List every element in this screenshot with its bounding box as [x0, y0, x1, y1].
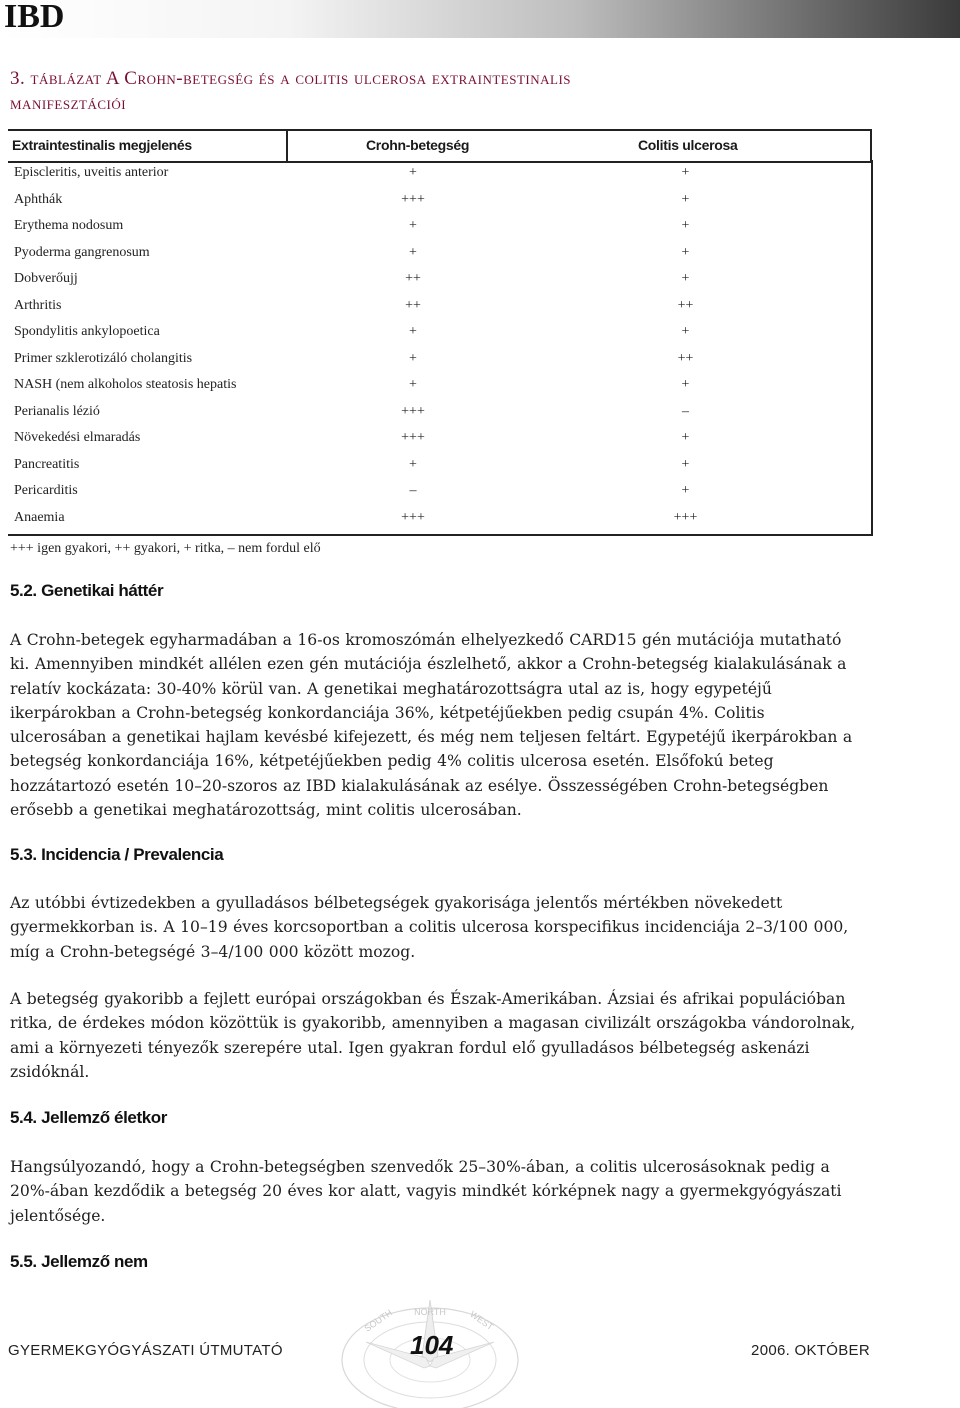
header-bar: [0, 0, 960, 38]
brand-title: IBD: [4, 0, 65, 35]
paragraph-age: Hangsúlyozandó, hogy a Crohn-betegségben szenvedők 25–30%-ában, a colitis ulcerosásoknak pedig a 20%-ában kezdődik a betegség 20 éves kor alatt, vagyis mindkét kórképnek nagy a gyermekgyógyászati jelentősége.: [10, 1158, 842, 1225]
row-name: Pancreatitis: [14, 456, 80, 472]
table-row: [8, 399, 871, 426]
column-header-crohn: Crohn-betegség: [366, 137, 470, 153]
footer-date: 2006. OKTÓBER: [751, 1342, 870, 1359]
row-colitis-value: +: [681, 218, 690, 233]
section-heading-sex: 5.5. Jellemző nem: [10, 1252, 148, 1271]
paragraph-incidence-2: A betegség gyakoribb a fejlett európai országokban és Észak-Amerikában. Ázsiai és afrikai populációban ritka, de érdekes módon közöttük is gyakoribb, amennyiben a magasan civilizált országokba vándorolnak, ami a környezeti tényezők szerepére utal. Igen gyakran fordul elő gyulladásos bélbetegség askenázi zsidóknál.: [10, 990, 856, 1081]
section-heading-genetics: 5.2. Genetikai háttér: [10, 581, 164, 600]
table-row: [8, 452, 871, 479]
row-colitis-value: +: [681, 271, 690, 286]
row-crohn-value: +: [409, 350, 417, 366]
row-name: Spondylitis ankylopoetica: [14, 324, 160, 339]
page-number: 104: [410, 1330, 454, 1360]
table-row: [8, 240, 871, 267]
table-legend: +++ igen gyakori, ++ gyakori, + ritka, – nem fordul elő: [10, 541, 321, 556]
compass-label-west: WEST: [468, 1308, 496, 1333]
row-name: Anaemia: [14, 509, 65, 525]
section-heading-incidence: 5.3. Incidencia / Prevalencia: [10, 845, 224, 864]
table-row: [8, 319, 871, 346]
row-name: Perianalis lézió: [14, 403, 100, 419]
table-row: [8, 346, 871, 373]
section-heading-age: 5.4. Jellemző életkor: [10, 1108, 167, 1127]
row-colitis-value: ++: [677, 297, 694, 313]
row-crohn-value: +: [409, 165, 417, 180]
table-row: [8, 478, 871, 505]
row-colitis-value: +: [681, 456, 690, 472]
row-name: Pericarditis: [14, 483, 78, 498]
row-crohn-value: +: [409, 218, 417, 233]
table-title: [10, 66, 910, 116]
row-crohn-value: –: [409, 483, 417, 498]
row-colitis-value: +: [681, 483, 690, 498]
table-body: [8, 160, 873, 536]
row-crohn-value: +: [409, 456, 417, 472]
compass-label-north: NORTH: [414, 1307, 446, 1317]
row-crohn-value: +++: [401, 509, 425, 525]
column-header-manifestation: Extraintestinalis megjelenés: [12, 137, 192, 153]
row-crohn-value: +++: [401, 403, 425, 419]
column-divider: [286, 131, 288, 161]
row-colitis-value: +: [681, 324, 690, 339]
row-name: NASH (nem alkoholos steatosis hepatis: [14, 377, 237, 392]
table-title-line-2: manifesztációi: [10, 93, 127, 114]
row-crohn-value: +++: [401, 430, 425, 445]
row-colitis-value: +: [681, 165, 690, 180]
row-colitis-value: +: [681, 430, 690, 445]
row-crohn-value: +: [409, 244, 417, 260]
table-row: [8, 160, 871, 187]
row-name: Dobverőujj: [14, 271, 78, 286]
column-divider: [870, 131, 872, 161]
paragraph-incidence-1: Az utóbbi évtizedekben a gyulladásos bélbetegségek gyakorisága jelentős mértékben növekedett gyermekkorban is. A 10–19 éves korcsoportban a colitis ulcerosa korspecifikus incidenciája 2–3/100 000, míg a Crohn-betegségé 3–4/100 000 között mozog.: [10, 894, 849, 961]
row-name: Primer szklerotizáló cholangitis: [14, 350, 193, 366]
row-crohn-value: +++: [401, 191, 425, 207]
paragraph-genetics: A Crohn-betegek egyharmadában a 16-os kromoszómán elhelyezkedő CARD15 gén mutációja mutatható ki. Amennyiben mindkét allélen ezen gén mutációja észlelhető, akkor a Crohn-betegség kialakulásának a relatív kockázata: 30-40% körül van. A genetikai meghatározottságra utal az is, hogy egypetéjű ikerpárokban a Crohn-betegség konkordanciája 36%, kétpetéjűekben pedig csupán 4%. Colitis ulcerosában a genetikai hajlam kevésbé kifejezett, és még nem teljesen feltárt. Egypetéjű ikerpárokban a betegség konkordanciája 16%, kétpetéjűekben pedig 4% colitis ulcerosa esetén. Elsőfokú beteg hozzátartozó esetén 10–20-szoros az IBD kialakulásának az esélye. Összességében Crohn-betegségben erősebb a genetikai meghatározottság, mint colitis ulcerosában.: [10, 631, 853, 820]
compass-label-south: SOUTH: [362, 1307, 395, 1334]
table-row: [8, 372, 871, 399]
row-colitis-value: +: [681, 191, 690, 207]
row-name: Pyoderma gangrenosum: [14, 244, 150, 260]
table-title-line-1: 3. táblázat A Crohn-betegség és a colitis ulcerosa extraintestinalis: [10, 68, 572, 89]
row-name: Episcleritis, uveitis anterior: [14, 165, 169, 180]
row-name: Növekedési elmaradás: [14, 430, 141, 445]
row-crohn-value: +: [409, 324, 417, 339]
footer-publication-title: GYERMEKGYÓGYÁSZATI ÚTMUTATÓ: [8, 1342, 283, 1359]
row-name: Arthritis: [14, 297, 62, 313]
table-row: [8, 187, 871, 214]
table-row: [8, 266, 871, 293]
row-colitis-value: ++: [677, 350, 694, 366]
row-crohn-value: ++: [405, 271, 421, 286]
row-colitis-value: –: [682, 403, 689, 419]
row-colitis-value: +++: [673, 509, 698, 525]
row-crohn-value: ++: [405, 297, 421, 313]
row-name: Erythema nodosum: [14, 218, 124, 233]
column-header-colitis: Colitis ulcerosa: [638, 137, 738, 153]
table-row: [8, 505, 871, 532]
row-crohn-value: +: [409, 377, 417, 392]
row-colitis-value: +: [681, 377, 690, 392]
table-header: [8, 129, 872, 163]
table-row: [8, 213, 871, 240]
row-name: Aphthák: [14, 191, 63, 207]
table-row: [8, 293, 871, 320]
row-colitis-value: +: [681, 244, 690, 260]
table-row: [8, 425, 871, 452]
